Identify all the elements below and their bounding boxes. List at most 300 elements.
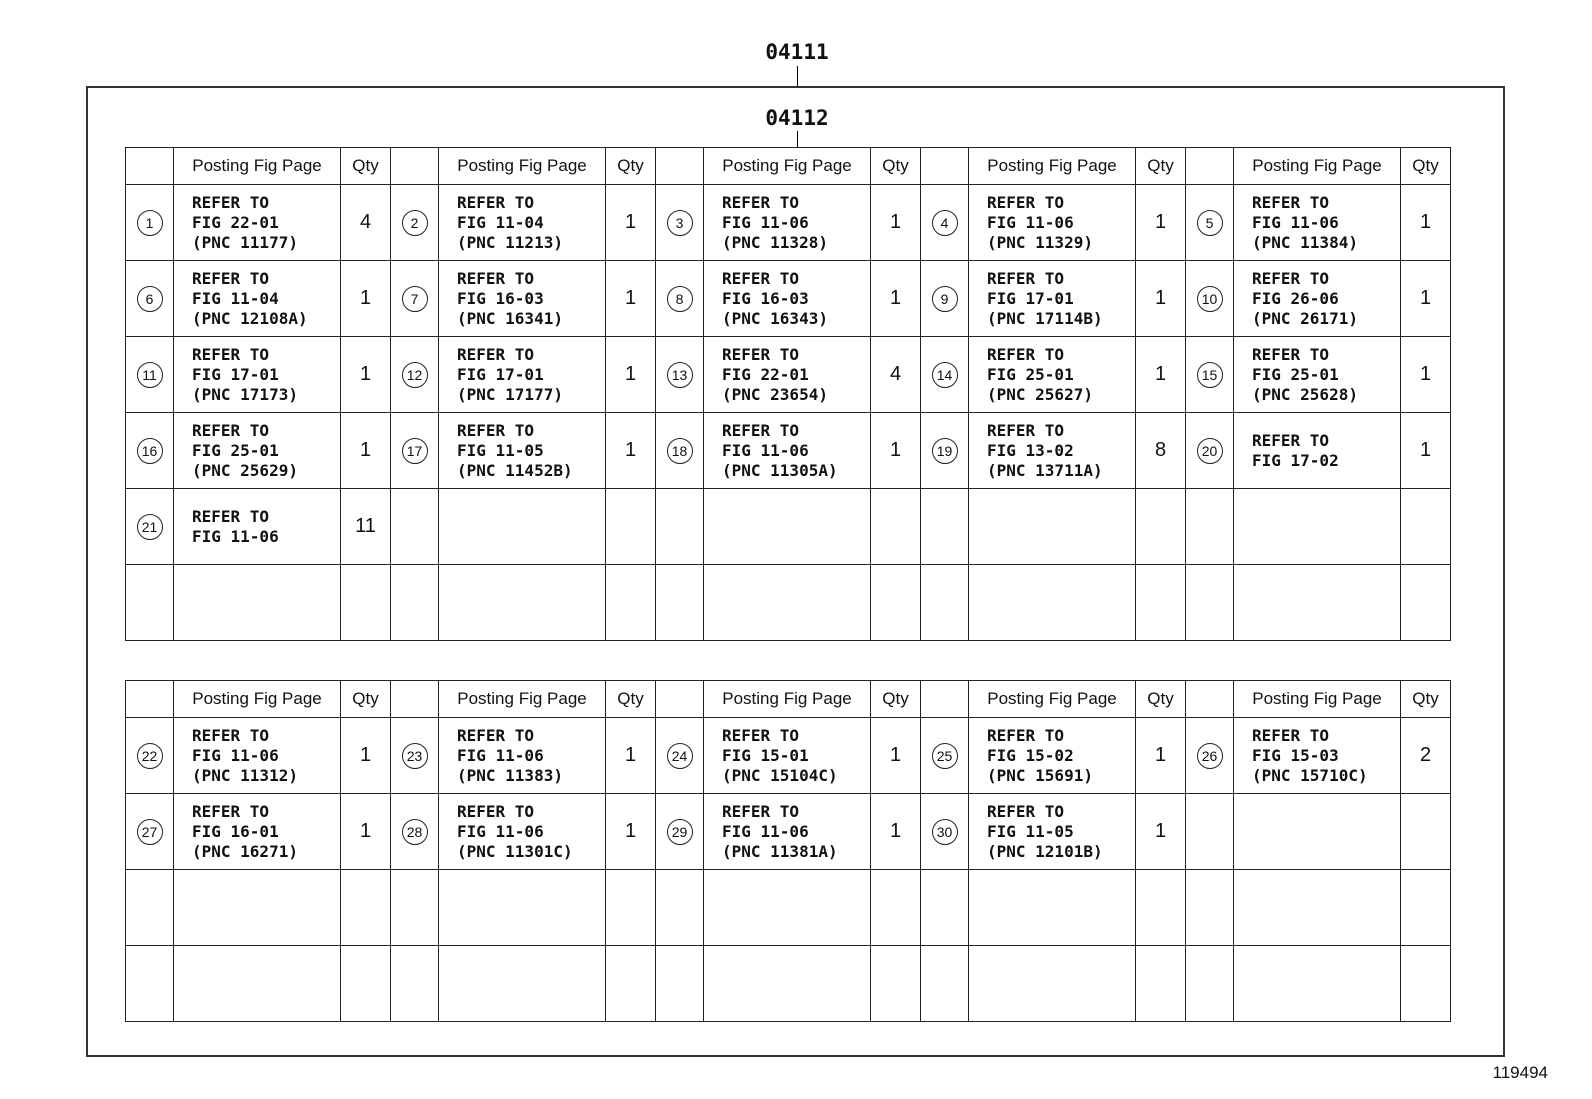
- reference-line: (PNC 11383): [457, 765, 563, 785]
- item-number-cell: [126, 718, 174, 794]
- reference-line: FIG 17-01: [987, 288, 1074, 308]
- posting-reference-cell: [439, 337, 606, 413]
- table-row: [126, 870, 1451, 946]
- item-number-cell: [1186, 794, 1234, 870]
- qty-cell: 1: [1136, 261, 1186, 337]
- qty-cell: 1: [871, 261, 921, 337]
- reference-line: FIG 11-06: [457, 745, 544, 765]
- circled-item-number: 5: [1197, 210, 1223, 236]
- circled-item-number: 13: [667, 362, 693, 388]
- reference-line: REFER TO: [987, 801, 1065, 821]
- qty-cell: [606, 946, 656, 1022]
- posting-reference-cell: [704, 794, 871, 870]
- reference-line: (PNC 11312): [192, 765, 298, 785]
- reference-line: (PNC 11381A): [722, 841, 838, 861]
- reference-line: (PNC 16271): [192, 841, 298, 861]
- item-number-cell: [656, 261, 704, 337]
- circled-item-number: 20: [1197, 438, 1223, 464]
- reference-line: FIG 17-02: [1252, 450, 1339, 470]
- table-row: [126, 718, 1451, 794]
- item-number-cell: [1186, 185, 1234, 261]
- table-row: [126, 261, 1451, 337]
- item-number-cell: [921, 413, 969, 489]
- qty-cell: [871, 946, 921, 1022]
- qty-cell: [871, 870, 921, 946]
- circled-item-number: 15: [1197, 362, 1223, 388]
- posting-reference-cell: [704, 337, 871, 413]
- circled-item-number: 7: [402, 286, 428, 312]
- reference-line: REFER TO: [722, 801, 800, 821]
- item-number-cell: [126, 185, 174, 261]
- reference-line: REFER TO: [192, 268, 270, 288]
- item-number-cell: [921, 870, 969, 946]
- qty-cell: 1: [1136, 718, 1186, 794]
- circled-item-number: 16: [137, 438, 163, 464]
- item-number-cell: [391, 185, 439, 261]
- posting-reference-cell: [704, 413, 871, 489]
- reference-line: REFER TO: [457, 268, 535, 288]
- posting-reference-cell: [439, 413, 606, 489]
- reference-line: FIG 15-01: [722, 745, 809, 765]
- item-number-cell: [1186, 261, 1234, 337]
- header-qty: Qty: [341, 681, 391, 718]
- circled-item-number: 8: [667, 286, 693, 312]
- posting-reference-cell: [1234, 946, 1401, 1022]
- header-qty: Qty: [606, 148, 656, 185]
- item-number-cell: [656, 718, 704, 794]
- reference-line: REFER TO: [192, 344, 270, 364]
- item-number-cell: [656, 489, 704, 565]
- header-qty: Qty: [1401, 681, 1451, 718]
- reference-line: FIG 11-05: [987, 821, 1074, 841]
- reference-line: FIG 25-01: [987, 364, 1074, 384]
- item-number-cell: [656, 185, 704, 261]
- qty-cell: [1401, 946, 1451, 1022]
- posting-reference-cell: [439, 794, 606, 870]
- reference-line: REFER TO: [987, 420, 1065, 440]
- reference-line: (PNC 12108A): [192, 308, 308, 328]
- reference-line: FIG 13-02: [987, 440, 1074, 460]
- posting-reference-cell: [439, 870, 606, 946]
- reference-line: FIG 15-02: [987, 745, 1074, 765]
- qty-cell: [1401, 489, 1451, 565]
- header-posting-fig-page: Posting Fig Page: [439, 681, 606, 718]
- posting-reference-cell: [969, 489, 1136, 565]
- header-qty: Qty: [1136, 148, 1186, 185]
- header-blank: [126, 681, 174, 718]
- reference-line: (PNC 11301C): [457, 841, 573, 861]
- qty-cell: 1: [1136, 337, 1186, 413]
- posting-reference-cell: [1234, 413, 1401, 489]
- circled-item-number: 11: [137, 362, 163, 388]
- posting-reference-cell: [174, 794, 341, 870]
- header-posting-fig-page: Posting Fig Page: [704, 681, 871, 718]
- circled-item-number: 22: [137, 743, 163, 769]
- qty-cell: 1: [1401, 337, 1451, 413]
- posting-reference-cell: [704, 870, 871, 946]
- posting-reference-cell: [969, 185, 1136, 261]
- posting-reference-cell: [969, 261, 1136, 337]
- header-posting-fig-page: Posting Fig Page: [1234, 148, 1401, 185]
- circled-item-number: 24: [667, 743, 693, 769]
- outer-group-label: 04111: [765, 40, 829, 64]
- reference-line: FIG 11-06: [722, 821, 809, 841]
- qty-cell: 1: [606, 337, 656, 413]
- posting-reference-cell: [969, 413, 1136, 489]
- item-number-cell: [921, 337, 969, 413]
- reference-line: (PNC 17114B): [987, 308, 1103, 328]
- circled-item-number: 28: [402, 819, 428, 845]
- qty-cell: 1: [871, 794, 921, 870]
- header-blank: [126, 148, 174, 185]
- posting-reference-cell: [969, 870, 1136, 946]
- reference-line: FIG 11-06: [1252, 212, 1339, 232]
- circled-item-number: 14: [932, 362, 958, 388]
- posting-reference-cell: [704, 489, 871, 565]
- qty-cell: 1: [871, 718, 921, 794]
- reference-line: (PNC 12101B): [987, 841, 1103, 861]
- reference-line: REFER TO: [987, 192, 1065, 212]
- item-number-cell: [391, 261, 439, 337]
- reference-line: (PNC 11329): [987, 232, 1093, 252]
- header-posting-fig-page: Posting Fig Page: [174, 148, 341, 185]
- circled-item-number: 26: [1197, 743, 1223, 769]
- reference-line: (PNC 11328): [722, 232, 828, 252]
- reference-line: (PNC 25629): [192, 460, 298, 480]
- qty-cell: 1: [341, 261, 391, 337]
- item-number-cell: [921, 794, 969, 870]
- qty-cell: 1: [1401, 413, 1451, 489]
- posting-reference-cell: [174, 337, 341, 413]
- qty-cell: [871, 489, 921, 565]
- qty-cell: [606, 565, 656, 641]
- qty-cell: [1136, 946, 1186, 1022]
- posting-reference-cell: [969, 946, 1136, 1022]
- qty-cell: 1: [341, 413, 391, 489]
- reference-line: FIG 11-06: [192, 526, 279, 546]
- reference-line: REFER TO: [987, 344, 1065, 364]
- reference-line: FIG 26-06: [1252, 288, 1339, 308]
- posting-reference-cell: [174, 946, 341, 1022]
- image-code: 119494: [1492, 1063, 1548, 1082]
- posting-reference-cell: [439, 718, 606, 794]
- reference-line: (PNC 11213): [457, 232, 563, 252]
- reference-line: (PNC 13711A): [987, 460, 1103, 480]
- posting-reference-cell: [969, 565, 1136, 641]
- reference-line: (PNC 15710C): [1252, 765, 1368, 785]
- qty-cell: [606, 870, 656, 946]
- posting-reference-cell: [174, 718, 341, 794]
- circled-item-number: 3: [667, 210, 693, 236]
- header-blank: [921, 148, 969, 185]
- circled-item-number: 18: [667, 438, 693, 464]
- inner-group-label: 04112: [765, 106, 829, 130]
- posting-reference-cell: [174, 185, 341, 261]
- circled-item-number: 30: [932, 819, 958, 845]
- header-blank: [921, 681, 969, 718]
- header-blank: [656, 148, 704, 185]
- reference-line: (PNC 25628): [1252, 384, 1358, 404]
- reference-line: FIG 22-01: [192, 212, 279, 232]
- item-number-cell: [1186, 489, 1234, 565]
- qty-cell: 1: [606, 718, 656, 794]
- reference-line: FIG 15-03: [1252, 745, 1339, 765]
- parts-table-1: [125, 147, 1451, 641]
- header-qty: Qty: [606, 681, 656, 718]
- posting-reference-cell: [704, 718, 871, 794]
- header-qty: Qty: [871, 681, 921, 718]
- reference-line: (PNC 15104C): [722, 765, 838, 785]
- reference-line: REFER TO: [457, 801, 535, 821]
- item-number-cell: [126, 261, 174, 337]
- qty-cell: 2: [1401, 718, 1451, 794]
- posting-reference-cell: [174, 489, 341, 565]
- posting-reference-cell: [439, 946, 606, 1022]
- reference-line: FIG 16-03: [722, 288, 809, 308]
- table-header-row: [126, 148, 1451, 185]
- qty-cell: [1136, 489, 1186, 565]
- circled-item-number: 6: [137, 286, 163, 312]
- reference-line: FIG 11-06: [192, 745, 279, 765]
- header-blank: [1186, 681, 1234, 718]
- table-row: [126, 794, 1451, 870]
- item-number-cell: [391, 489, 439, 565]
- reference-line: REFER TO: [1252, 344, 1330, 364]
- qty-cell: 1: [606, 185, 656, 261]
- circled-item-number: 12: [402, 362, 428, 388]
- reference-line: (PNC 11177): [192, 232, 298, 252]
- reference-line: REFER TO: [722, 192, 800, 212]
- qty-cell: 1: [606, 413, 656, 489]
- qty-cell: [1401, 565, 1451, 641]
- reference-line: FIG 11-06: [722, 212, 809, 232]
- header-blank: [391, 148, 439, 185]
- reference-line: FIG 11-06: [987, 212, 1074, 232]
- reference-line: FIG 11-06: [722, 440, 809, 460]
- qty-cell: 4: [871, 337, 921, 413]
- reference-line: REFER TO: [457, 192, 535, 212]
- reference-line: FIG 22-01: [722, 364, 809, 384]
- reference-line: REFER TO: [722, 420, 800, 440]
- reference-line: REFER TO: [1252, 192, 1330, 212]
- reference-line: REFER TO: [1252, 268, 1330, 288]
- qty-cell: 1: [341, 794, 391, 870]
- posting-reference-cell: [174, 261, 341, 337]
- item-number-cell: [391, 337, 439, 413]
- item-number-cell: [126, 413, 174, 489]
- item-number-cell: [1186, 337, 1234, 413]
- circled-item-number: 29: [667, 819, 693, 845]
- reference-line: (PNC 11305A): [722, 460, 838, 480]
- qty-cell: [871, 565, 921, 641]
- item-number-cell: [1186, 718, 1234, 794]
- reference-line: FIG 25-01: [1252, 364, 1339, 384]
- reference-line: FIG 11-04: [192, 288, 279, 308]
- header-posting-fig-page: Posting Fig Page: [969, 148, 1136, 185]
- item-number-cell: [921, 261, 969, 337]
- table-row: [126, 946, 1451, 1022]
- reference-line: REFER TO: [1252, 725, 1330, 745]
- item-number-cell: [656, 794, 704, 870]
- qty-cell: 1: [606, 261, 656, 337]
- qty-cell: 1: [871, 413, 921, 489]
- reference-line: REFER TO: [722, 268, 800, 288]
- header-blank: [391, 681, 439, 718]
- qty-cell: 11: [341, 489, 391, 565]
- posting-reference-cell: [1234, 870, 1401, 946]
- item-number-cell: [921, 565, 969, 641]
- posting-reference-cell: [1234, 489, 1401, 565]
- circled-item-number: 25: [932, 743, 958, 769]
- qty-cell: 1: [1136, 794, 1186, 870]
- header-qty: Qty: [871, 148, 921, 185]
- qty-cell: [1401, 794, 1451, 870]
- qty-cell: 1: [1136, 185, 1186, 261]
- qty-cell: 1: [1401, 261, 1451, 337]
- qty-cell: [341, 870, 391, 946]
- posting-reference-cell: [1234, 565, 1401, 641]
- item-number-cell: [656, 870, 704, 946]
- circled-item-number: 10: [1197, 286, 1223, 312]
- qty-cell: 4: [341, 185, 391, 261]
- reference-line: REFER TO: [192, 801, 270, 821]
- circled-item-number: 1: [137, 210, 163, 236]
- qty-cell: [1136, 565, 1186, 641]
- reference-line: REFER TO: [457, 725, 535, 745]
- item-number-cell: [391, 794, 439, 870]
- header-blank: [1186, 148, 1234, 185]
- qty-cell: 1: [606, 794, 656, 870]
- item-number-cell: [921, 185, 969, 261]
- item-number-cell: [391, 565, 439, 641]
- table-header-row: [126, 681, 1451, 718]
- posting-reference-cell: [174, 565, 341, 641]
- posting-reference-cell: [969, 718, 1136, 794]
- header-posting-fig-page: Posting Fig Page: [969, 681, 1136, 718]
- item-number-cell: [1186, 565, 1234, 641]
- reference-line: FIG 11-04: [457, 212, 544, 232]
- qty-cell: [606, 489, 656, 565]
- circled-item-number: 27: [137, 819, 163, 845]
- item-number-cell: [921, 718, 969, 794]
- circled-item-number: 23: [402, 743, 428, 769]
- header-posting-fig-page: Posting Fig Page: [439, 148, 606, 185]
- posting-reference-cell: [704, 261, 871, 337]
- reference-line: FIG 11-06: [457, 821, 544, 841]
- reference-line: (PNC 25627): [987, 384, 1093, 404]
- posting-reference-cell: [439, 489, 606, 565]
- header-posting-fig-page: Posting Fig Page: [174, 681, 341, 718]
- reference-line: FIG 11-05: [457, 440, 544, 460]
- posting-reference-cell: [174, 870, 341, 946]
- posting-reference-cell: [969, 794, 1136, 870]
- header-blank: [656, 681, 704, 718]
- reference-line: FIG 17-01: [457, 364, 544, 384]
- posting-reference-cell: [1234, 185, 1401, 261]
- reference-line: REFER TO: [457, 344, 535, 364]
- inner-leader-line: [797, 131, 798, 147]
- reference-line: REFER TO: [987, 725, 1065, 745]
- item-number-cell: [126, 794, 174, 870]
- posting-reference-cell: [174, 413, 341, 489]
- reference-line: REFER TO: [722, 344, 800, 364]
- posting-reference-cell: [1234, 337, 1401, 413]
- reference-line: (PNC 17177): [457, 384, 563, 404]
- posting-reference-cell: [704, 185, 871, 261]
- qty-cell: [1401, 870, 1451, 946]
- item-number-cell: [921, 489, 969, 565]
- item-number-cell: [1186, 946, 1234, 1022]
- item-number-cell: [656, 337, 704, 413]
- posting-reference-cell: [1234, 261, 1401, 337]
- reference-line: (PNC 16341): [457, 308, 563, 328]
- header-qty: Qty: [1136, 681, 1186, 718]
- reference-line: REFER TO: [192, 725, 270, 745]
- item-number-cell: [391, 946, 439, 1022]
- reference-line: (PNC 16343): [722, 308, 828, 328]
- qty-cell: [341, 565, 391, 641]
- posting-reference-cell: [704, 565, 871, 641]
- table-row: [126, 489, 1451, 565]
- reference-line: FIG 16-01: [192, 821, 279, 841]
- qty-cell: 8: [1136, 413, 1186, 489]
- item-number-cell: [656, 946, 704, 1022]
- qty-cell: [341, 946, 391, 1022]
- item-number-cell: [391, 870, 439, 946]
- qty-cell: 1: [871, 185, 921, 261]
- reference-line: (PNC 11452B): [457, 460, 573, 480]
- header-qty: Qty: [1401, 148, 1451, 185]
- circled-item-number: 9: [932, 286, 958, 312]
- reference-line: REFER TO: [192, 192, 270, 212]
- item-number-cell: [126, 946, 174, 1022]
- circled-item-number: 19: [932, 438, 958, 464]
- item-number-cell: [1186, 413, 1234, 489]
- posting-reference-cell: [439, 565, 606, 641]
- reference-line: REFER TO: [457, 420, 535, 440]
- item-number-cell: [126, 565, 174, 641]
- outer-leader-line: [797, 66, 798, 86]
- reference-line: FIG 16-03: [457, 288, 544, 308]
- item-number-cell: [126, 870, 174, 946]
- item-number-cell: [921, 946, 969, 1022]
- reference-line: REFER TO: [987, 268, 1065, 288]
- table-row: [126, 413, 1451, 489]
- posting-reference-cell: [439, 185, 606, 261]
- posting-reference-cell: [704, 946, 871, 1022]
- posting-reference-cell: [1234, 794, 1401, 870]
- posting-reference-cell: [439, 261, 606, 337]
- parts-table-2: [125, 680, 1451, 1022]
- circled-item-number: 17: [402, 438, 428, 464]
- reference-line: REFER TO: [192, 506, 270, 526]
- posting-reference-cell: [1234, 718, 1401, 794]
- item-number-cell: [126, 489, 174, 565]
- reference-line: (PNC 11384): [1252, 232, 1358, 252]
- qty-cell: 1: [341, 718, 391, 794]
- reference-line: FIG 25-01: [192, 440, 279, 460]
- table-row: [126, 185, 1451, 261]
- circled-item-number: 2: [402, 210, 428, 236]
- reference-line: (PNC 26171): [1252, 308, 1358, 328]
- circled-item-number: 21: [137, 514, 163, 540]
- reference-line: REFER TO: [1252, 430, 1330, 450]
- item-number-cell: [656, 413, 704, 489]
- reference-line: (PNC 15691): [987, 765, 1093, 785]
- reference-line: (PNC 17173): [192, 384, 298, 404]
- item-number-cell: [391, 718, 439, 794]
- header-posting-fig-page: Posting Fig Page: [704, 148, 871, 185]
